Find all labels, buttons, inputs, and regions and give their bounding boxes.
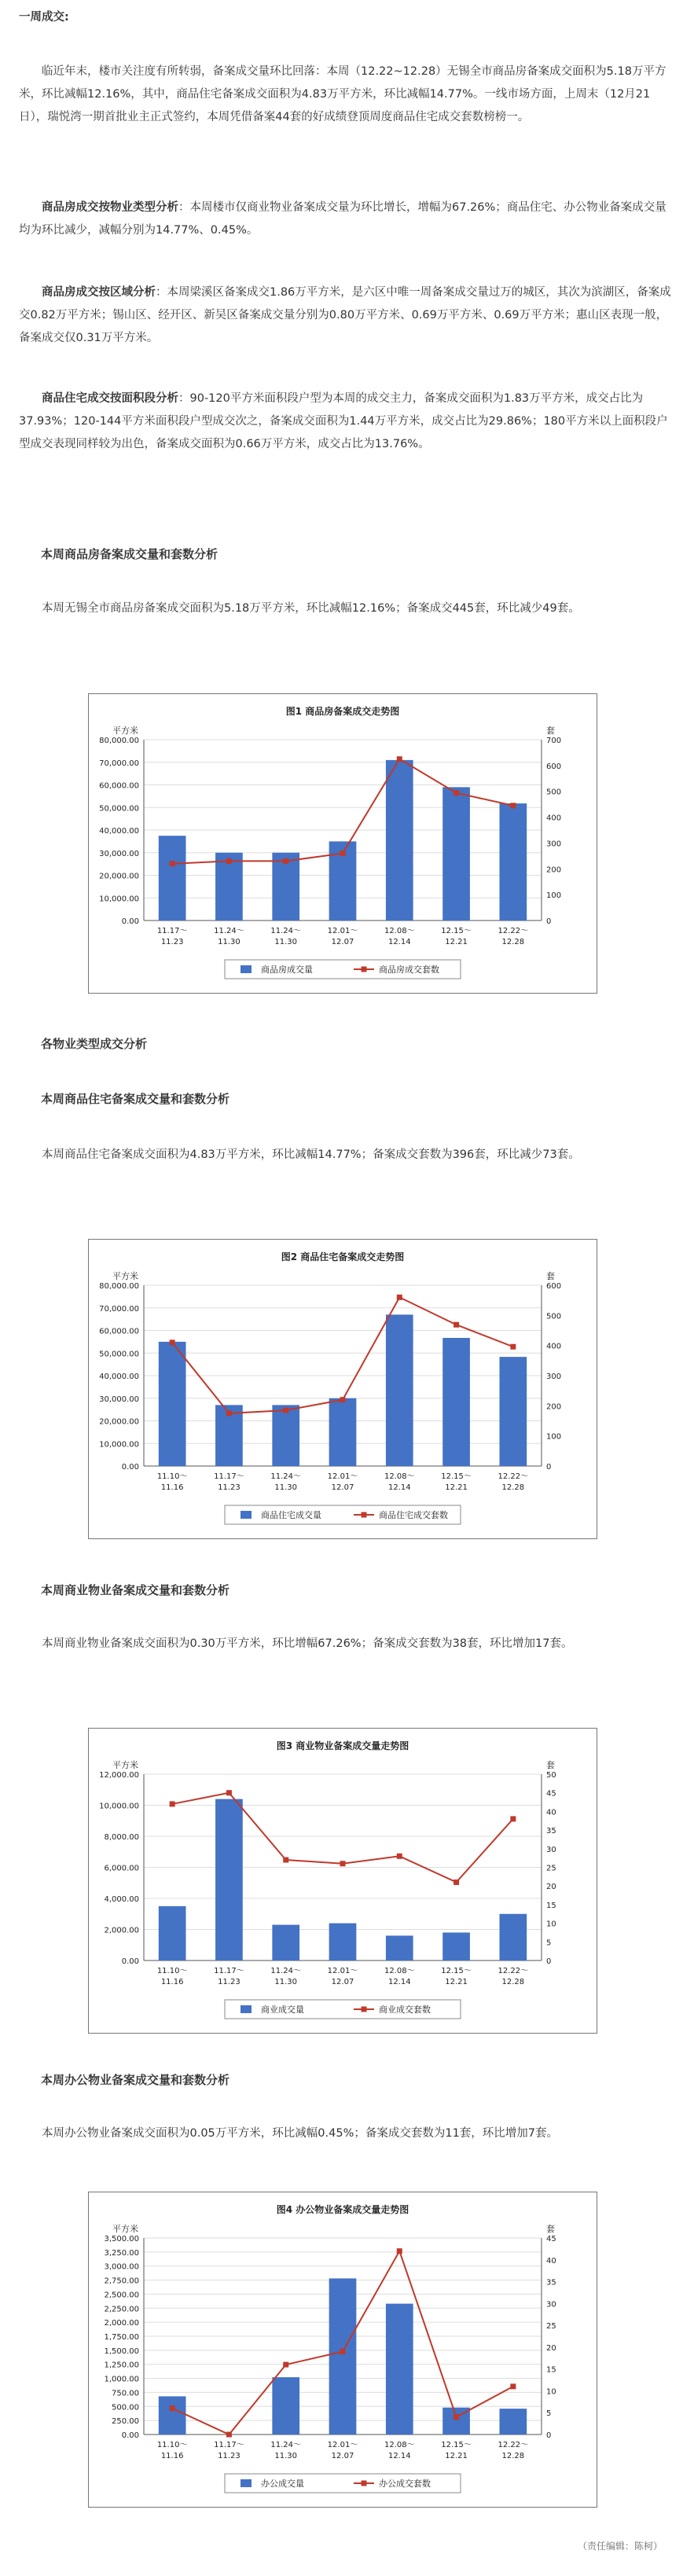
bar (159, 1906, 186, 1960)
line-point (170, 2405, 175, 2411)
chart-4 (88, 2192, 597, 2508)
x-tick-label: 12.01～ (327, 1472, 358, 1481)
y-tick-label: 0.00 (121, 917, 139, 926)
y-tick-label: 3,000.00 (104, 2262, 139, 2272)
y2-axis-label: 套 (546, 726, 555, 736)
line-point (226, 1410, 232, 1416)
y-tick-label: 1,750.00 (104, 2333, 139, 2342)
residential-paragraph: 本周商品住宅备案成交面积为4.83万平方米，环比减幅14.77%；备案成交套数为396套，环比减少73套。 (42, 1148, 580, 1161)
x-tick-label: 11.10～ (156, 1472, 188, 1481)
y2-tick-label: 45 (546, 2235, 556, 2243)
y-axis-label: 平方米 (112, 726, 138, 736)
chart-title: 图1 商品房备案成交走势图 (285, 706, 400, 717)
x-tick-label: 11.10～ (156, 2441, 188, 2449)
y2-tick-label: 40 (546, 1808, 556, 1817)
x-tick-label: 12.07 (331, 1978, 354, 1986)
y2-tick-label: 400 (546, 1342, 562, 1351)
bar (215, 1799, 243, 1960)
y2-tick-label: 600 (546, 762, 562, 771)
y-tick-label: 70,000.00 (99, 1304, 139, 1314)
x-tick-label: 11.24～ (270, 1967, 302, 1975)
x-tick-label: 11.24～ (270, 2441, 302, 2449)
area-analysis-paragraph (19, 281, 675, 350)
x-tick-label: 11.17～ (214, 1472, 244, 1481)
bar (386, 1314, 413, 1466)
editor-credit: （责任编辑：陈柯） (577, 2541, 663, 2552)
y-tick-label: 0.00 (121, 1957, 139, 1966)
section-title: 一周成交: (19, 11, 69, 24)
legend-label: 商品住宅成交套数 (379, 1510, 448, 1520)
legend-marker (362, 2007, 367, 2012)
residential-heading: 本周商品住宅备案成交量和套数分析 (41, 1092, 230, 1106)
legend-marker (362, 1512, 367, 1518)
y-tick-label: 3,250.00 (104, 2248, 139, 2258)
line-point (340, 851, 346, 856)
x-tick-label: 11.30 (274, 2452, 298, 2460)
y2-tick-label: 100 (546, 1432, 562, 1442)
bar (329, 1398, 357, 1466)
legend-label: 办公成交套数 (379, 2479, 431, 2489)
bar (386, 760, 413, 921)
bar (272, 1925, 299, 1960)
bar (442, 1338, 470, 1466)
x-tick-label: 12.01～ (327, 2441, 358, 2449)
x-tick-label: 12.07 (331, 2452, 354, 2460)
x-tick-label: 12.22～ (498, 927, 529, 935)
x-tick-label: 12.15～ (441, 2441, 472, 2449)
x-tick-label: 12.21 (445, 1483, 468, 1492)
line-point (397, 1295, 402, 1300)
y-tick-label: 6,000.00 (104, 1864, 139, 1873)
line-point (510, 803, 516, 808)
line-point (170, 1339, 175, 1345)
y2-tick-label: 0 (546, 917, 552, 926)
x-tick-label: 11.30 (274, 1483, 298, 1492)
legend-swatch (241, 1511, 252, 1519)
chart-title: 图3 商业物业备案成交量走势图 (276, 1740, 409, 1751)
bar (159, 2396, 186, 2435)
y-tick-label: 50,000.00 (99, 1350, 139, 1359)
y2-tick-label: 500 (546, 788, 562, 797)
x-tick-label: 11.10～ (156, 1967, 188, 1975)
y2-tick-label: 20 (546, 1883, 556, 1892)
y2-axis-label: 套 (546, 1760, 555, 1770)
x-tick-label: 11.23 (218, 1978, 241, 1986)
x-tick-label: 11.17～ (214, 2441, 244, 2449)
y-tick-label: 12,000.00 (99, 1771, 139, 1780)
x-tick-label: 12.15～ (441, 1967, 472, 1975)
y-tick-label: 3,500.00 (104, 2235, 139, 2243)
x-tick-label: 12.28 (501, 1978, 525, 1986)
y-tick-label: 40,000.00 (99, 827, 139, 836)
line-point (283, 1408, 288, 1413)
line-point (340, 1861, 346, 1866)
y2-tick-label: 5 (546, 1938, 552, 1948)
x-tick-label: 12.22～ (498, 1472, 529, 1481)
x-tick-label: 12.14 (387, 2452, 411, 2460)
size-analysis-text: ：90-120平方米面积段户型为本周的成交主力，备案成交面积为1.83万平方米，成交占比为37.93%；120-144平方米面积段户型成交次之，备案成交面积为1.44万平方米，成交占比为29.86%；180平方米以上面积段户型成交表现同样较为出色，备案成交面积为0.66万平方米，成交占比为13.76%。 (19, 392, 668, 450)
type-analysis-label: 商品房成交按物业类型分析 (42, 201, 178, 214)
x-tick-label: 11.23 (218, 2452, 241, 2460)
bar (329, 2278, 357, 2435)
x-tick-label: 12.22～ (498, 1967, 529, 1975)
office-paragraph: 本周办公物业备案成交面积为0.05万平方米，环比减幅0.45%；备案成交套数为11套，环比增加7套。 (42, 2127, 559, 2140)
y-tick-label: 60,000.00 (99, 781, 139, 791)
y-tick-label: 20,000.00 (99, 872, 139, 881)
y-tick-label: 750.00 (112, 2389, 139, 2398)
bar (500, 1914, 527, 1960)
x-tick-label: 11.23 (218, 1483, 241, 1492)
y2-tick-label: 30 (546, 1845, 556, 1854)
x-tick-label: 12.21 (445, 2452, 468, 2460)
x-tick-label: 12.14 (387, 938, 411, 946)
legend-label: 商业成交量 (261, 2005, 304, 2015)
y-tick-label: 40,000.00 (99, 1373, 139, 1381)
y-tick-label: 1,250.00 (104, 2361, 139, 2370)
line-point (170, 1801, 175, 1806)
y2-tick-label: 300 (546, 840, 562, 849)
y-tick-label: 1,000.00 (104, 2375, 139, 2384)
bar (159, 836, 186, 921)
y-tick-label: 20,000.00 (99, 1417, 139, 1427)
y-tick-label: 8,000.00 (104, 1833, 139, 1842)
legend-swatch (241, 2479, 252, 2487)
y-tick-label: 1,500.00 (104, 2346, 139, 2356)
y-tick-label: 50,000.00 (99, 804, 139, 814)
line-point (510, 1344, 516, 1350)
y-tick-label: 10,000.00 (99, 1440, 139, 1450)
legend-label: 商品房成交套数 (379, 965, 439, 975)
x-tick-label: 11.16 (160, 2452, 184, 2460)
y-tick-label: 10,000.00 (99, 895, 139, 904)
chart-2-svg (89, 1240, 597, 1538)
y-tick-label: 70,000.00 (99, 759, 139, 768)
y-tick-label: 80,000.00 (99, 737, 139, 745)
commercial-heading: 本周商业物业备案成交量和套数分析 (41, 1583, 230, 1597)
y2-tick-label: 200 (546, 1402, 562, 1412)
line-point (453, 790, 459, 796)
line-point (397, 756, 402, 762)
bar (272, 2377, 299, 2435)
y-tick-label: 2,250.00 (104, 2305, 139, 2314)
y2-tick-label: 15 (546, 1901, 556, 1910)
x-tick-label: 11.24～ (270, 1472, 302, 1481)
commercial-paragraph: 本周商业物业备案成交面积为0.30万平方米，环比增幅67.26%；备案成交套数为38套，环比增加17套。 (42, 1637, 573, 1650)
x-tick-label: 12.08～ (384, 927, 415, 935)
y2-tick-label: 15 (546, 2365, 556, 2375)
y2-axis-label: 套 (546, 2224, 555, 2234)
legend-label: 商品房成交量 (261, 965, 313, 975)
chart-title: 图4 办公物业备案成交量走势图 (276, 2204, 409, 2215)
line-point (170, 861, 175, 866)
y2-tick-label: 20 (546, 2343, 556, 2353)
x-tick-label: 12.28 (501, 2452, 525, 2460)
x-tick-label: 11.30 (274, 938, 298, 946)
y-tick-label: 0.00 (121, 2431, 139, 2440)
size-analysis-label: 商品住宅成交按面积段分析 (42, 392, 178, 405)
y-tick-label: 250.00 (112, 2417, 139, 2427)
x-tick-label: 11.23 (160, 938, 184, 946)
chart-4-svg (89, 2192, 597, 2507)
y2-tick-label: 40 (546, 2256, 556, 2265)
y2-tick-label: 0 (546, 1463, 552, 1472)
y2-tick-label: 10 (546, 2387, 556, 2397)
y2-tick-label: 50 (546, 1771, 556, 1780)
y-tick-label: 500.00 (112, 2403, 139, 2412)
x-tick-label: 12.21 (445, 938, 468, 946)
y2-tick-label: 700 (546, 737, 562, 745)
y2-tick-label: 25 (546, 2322, 556, 2332)
y-tick-label: 4,000.00 (104, 1895, 139, 1904)
y2-tick-label: 5 (546, 2409, 552, 2419)
y2-axis-label: 套 (546, 1271, 555, 1281)
y2-tick-label: 35 (546, 2278, 556, 2288)
chart-3-svg (89, 1729, 597, 2033)
type-analysis-paragraph (19, 197, 675, 242)
legend-swatch (241, 2005, 252, 2013)
area-analysis-text: ：本周梁溪区备案成交1.86万平方米，是六区中唯一周备案成交量过万的城区，其次为滨湖区，备案成交0.82万平方米；锡山区、经开区、新吴区备案成交量分别为0.80万平方米、0.69万平方米、0.69万平方米；惠山区表现一般，备案成交仅0.31万平方米。 (19, 286, 671, 344)
y2-tick-label: 0 (546, 2431, 552, 2440)
y-tick-label: 30,000.00 (99, 849, 139, 858)
chart-2 (88, 1239, 597, 1539)
x-tick-label: 11.17～ (156, 927, 188, 935)
x-tick-label: 11.17～ (214, 1967, 244, 1975)
x-tick-label: 12.07 (331, 938, 354, 946)
line-point (340, 2349, 346, 2354)
y-tick-label: 30,000.00 (99, 1395, 139, 1404)
line-point (453, 2414, 459, 2420)
chart-3 (88, 1728, 597, 2034)
line-point (397, 2248, 402, 2254)
legend-swatch (241, 965, 252, 973)
x-tick-label: 11.24～ (270, 927, 302, 935)
line-point (283, 1858, 288, 1863)
line-point (510, 2383, 516, 2389)
line-point (283, 858, 288, 864)
y-tick-label: 80,000.00 (99, 1282, 139, 1291)
office-heading: 本周办公物业备案成交量和套数分析 (41, 2073, 230, 2087)
bar (329, 1924, 357, 1960)
y-axis-label: 平方米 (112, 1271, 138, 1281)
y2-tick-label: 100 (546, 891, 562, 901)
line-point (453, 1322, 459, 1328)
y2-tick-label: 300 (546, 1373, 562, 1381)
y2-tick-label: 400 (546, 814, 562, 823)
bar (159, 1342, 186, 1466)
y-tick-label: 10,000.00 (99, 1802, 139, 1811)
x-tick-label: 12.28 (501, 1483, 525, 1492)
chart-1 (88, 693, 597, 994)
x-tick-label: 11.24～ (214, 927, 244, 935)
y-tick-label: 2,750.00 (104, 2277, 139, 2286)
x-tick-label: 11.30 (218, 938, 241, 946)
y2-tick-label: 30 (546, 2300, 556, 2310)
x-tick-label: 11.16 (160, 1978, 184, 1986)
y2-tick-label: 10 (546, 1920, 556, 1929)
bar (500, 1357, 527, 1466)
line-point (510, 1816, 516, 1821)
y-tick-label: 0.00 (121, 1463, 139, 1472)
x-tick-label: 12.21 (445, 1978, 468, 1986)
y2-tick-label: 200 (546, 865, 562, 875)
chart-1-svg (89, 694, 597, 993)
line-point (453, 1880, 459, 1885)
x-tick-label: 12.28 (501, 938, 525, 946)
weekly-heading: 本周商品房备案成交量和套数分析 (41, 547, 218, 561)
x-tick-label: 11.16 (160, 1483, 184, 1492)
y2-tick-label: 35 (546, 1827, 556, 1836)
y-axis-label: 平方米 (112, 1760, 138, 1770)
type-analysis-text: ：本周楼市仅商业物业备案成交量为环比增长，增幅为67.26%；商品住宅、办公物业备案成交量均为环比减少，减幅分别为14.77%、0.45%。 (19, 201, 666, 237)
y-axis-label: 平方米 (112, 2224, 138, 2234)
bar (386, 1935, 413, 1960)
x-tick-label: 11.30 (274, 1978, 298, 1986)
y-tick-label: 2,000.00 (104, 2319, 139, 2328)
bar (272, 1405, 299, 1466)
size-analysis-paragraph (19, 388, 675, 456)
bar (386, 2304, 413, 2435)
x-tick-label: 12.07 (331, 1483, 354, 1492)
x-tick-label: 12.01～ (327, 1967, 358, 1975)
y-tick-label: 2,500.00 (104, 2291, 139, 2300)
y2-tick-label: 25 (546, 1864, 556, 1873)
y2-tick-label: 45 (546, 1789, 556, 1799)
bar (442, 787, 470, 921)
x-tick-label: 12.08～ (384, 1967, 415, 1975)
area-analysis-label: 商品房成交按区域分析 (42, 286, 156, 299)
x-tick-label: 12.14 (387, 1978, 411, 1986)
intro-paragraph: 临近年末，楼市关注度有所转弱，备案成交量环比回落：本周（12.22~12.28）无锡全市商品房备案成交面积为5.18万平方米，环比减幅12.16%，其中，商品住宅备案成交面积为4.83万平方米，环比减幅14.77%。一线市场方面，上周末（12月21日），瑞悦湾一期首批业主正式签约，本周凭借备案44套的好成绩登顶周度商品住宅成交套数榜榜一。 (19, 65, 666, 123)
y2-tick-label: 0 (546, 1957, 552, 1966)
legend-label: 商业成交套数 (379, 2005, 431, 2015)
legend-marker (362, 967, 367, 972)
property-types-heading: 各物业类型成交分析 (41, 1037, 148, 1051)
bar (500, 2409, 527, 2435)
line-point (397, 1854, 402, 1859)
line-point (283, 2362, 288, 2368)
line-point (340, 1397, 346, 1402)
chart-title: 图2 商品住宅备案成交走势图 (281, 1251, 405, 1262)
x-tick-label: 12.01～ (327, 927, 358, 935)
x-tick-label: 12.14 (387, 1483, 411, 1492)
line-point (226, 2432, 232, 2438)
y-tick-label: 2,000.00 (104, 1926, 139, 1935)
legend-label: 办公成交量 (261, 2479, 304, 2489)
x-tick-label: 12.08～ (384, 1472, 415, 1481)
x-tick-label: 12.15～ (441, 1472, 472, 1481)
line-point (226, 858, 232, 864)
legend-marker (362, 2481, 367, 2486)
x-tick-label: 12.22～ (498, 2441, 529, 2449)
y-tick-label: 60,000.00 (99, 1327, 139, 1336)
line-point (226, 1790, 232, 1795)
x-tick-label: 12.15～ (441, 927, 472, 935)
bar (442, 1932, 470, 1960)
y2-tick-label: 600 (546, 1282, 562, 1291)
weekly-paragraph: 本周无锡全市商品房备案成交面积为5.18万平方米，环比减幅12.16%；备案成交445套，环比减少49套。 (42, 602, 580, 615)
legend-label: 商品住宅成交量 (261, 1510, 321, 1520)
bar (500, 803, 527, 921)
y2-tick-label: 500 (546, 1312, 562, 1321)
x-tick-label: 12.08～ (384, 2441, 415, 2449)
